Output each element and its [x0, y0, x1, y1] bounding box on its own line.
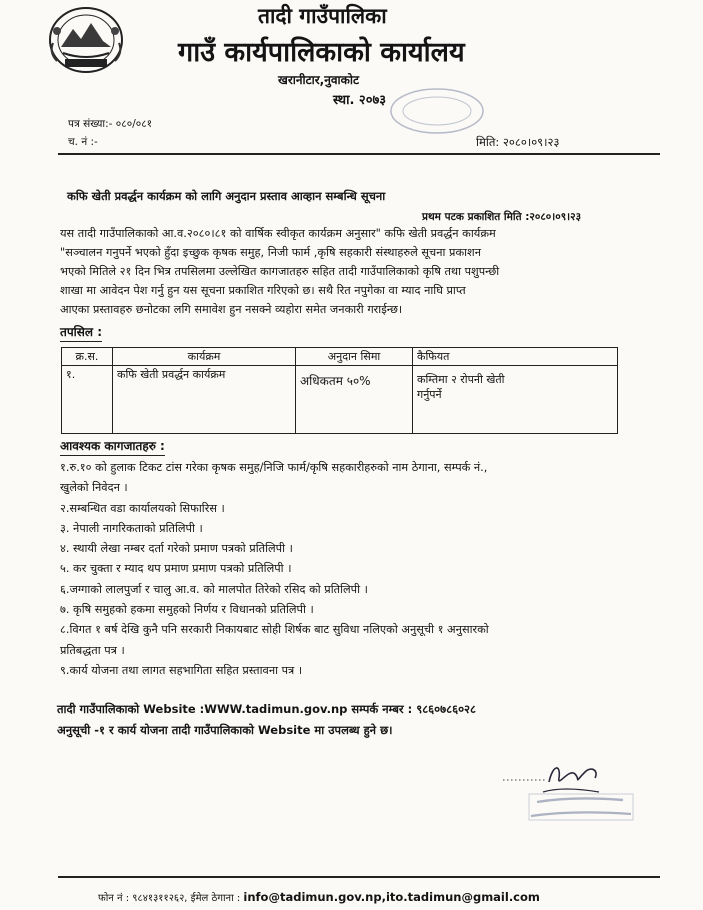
signature-stamp-icon	[503, 762, 643, 824]
list-item: ६.जग्गाको लालपुर्जा र चालु आ.व. को मालपोत तिरेको रसिद को प्रतिलिपी ।	[60, 582, 368, 596]
notice-body	[60, 224, 656, 319]
notice-body-line: "सञ्चालन गनुपर्ने भएको हुँदा इच्छुक कृषक समुह, निजी फार्म ,कृषि सहकारी संस्थाहरुले सूचना प्रकाशन	[60, 246, 481, 259]
notice-subject: कफि खेती प्रवर्द्धन कार्यक्रम को लागि अनुदान प्रस्ताव आव्हान सम्बन्धि सूचना	[67, 189, 386, 203]
details-heading: तपसिल :	[60, 323, 102, 342]
cell-sn: १.	[62, 366, 113, 434]
notice-body-line: शाखा मा आवेदन पेश गर्नु हुन यस सूचना प्रकाशित गरिएको छ। सथै रित नपुगेका वा म्याद नाघि प्राप्त	[60, 284, 466, 297]
office-address: खरानीटार,नुवाकोट	[278, 73, 360, 87]
header-divider	[58, 153, 660, 155]
table-row	[62, 366, 618, 434]
list-item: १.रु.१० को हुलाक टिकट टांस गरेका कृषक समुह/निजि फार्म/कृषि सहकारीहरुको नाम ठेगाना, सम्पर्क नं.,	[60, 461, 488, 474]
footer-divider	[58, 876, 660, 878]
letter-number: पत्र संख्या:- ०८०/०८१	[68, 118, 153, 130]
schedule-availability-line: अनुसूची -१ र कार्य योजना तादी गाउँपालिकाको Website मा उपलब्ध हुने छ।	[57, 723, 393, 737]
column-header-remark: कैफियत	[413, 348, 618, 366]
list-item: प्रतिबद्धता पत्र ।	[60, 643, 125, 657]
list-item: ७. कृषि समुहको हकमा समुहको निर्णय र विधानको प्रतिलिपी ।	[60, 603, 314, 617]
documents-heading: आवश्यक कागजातहरु :	[60, 437, 165, 456]
website-contact-line: तादी गाउँपालिकाको Website :WWW.tadimun.gov.np सम्पर्क नम्बर : ९८६०७८६०२८	[57, 702, 477, 716]
table-header-row	[62, 348, 618, 366]
org-name: तादी गाउँपालिका	[258, 4, 387, 28]
list-item: खुलेको निवेदन ।	[60, 481, 128, 495]
notice-body-line: आएका प्रस्तावहरु छनोटका लगि समावेश हुन नसक्ने व्यहोरा समेत जनकारी गराईन्छ।	[60, 303, 403, 316]
cell-program: कफि खेती प्रवर्द्धन कार्यक्रम	[113, 366, 296, 434]
municipality-emblem-icon	[45, 3, 127, 77]
remark-line: कम्तिमा २ रोपनी खेती	[417, 373, 505, 386]
footer-email: info@tadimun.gov.np,ito.tadimun@gmail.com	[243, 890, 540, 904]
established-year: स्था. २०७३	[333, 93, 386, 108]
list-item: ५. कर चुक्ता र म्याद थप प्रमाण प्रमाण पत्रको प्रतिलिपी ।	[60, 562, 292, 576]
column-header-limit: अनुदान सिमा	[296, 348, 413, 366]
cell-limit: अधिकतम ५०%	[296, 366, 413, 434]
list-item: ४. स्थायी लेखा नम्बर दर्ता गरेको प्रमाण पत्रको प्रतिलिपी ।	[60, 542, 293, 556]
notice-body-line: भएको मितिले २१ दिन भित्र तपसिलमा उल्लेखित कागजातहरु सहित तादी गाउँपालिकाको कृषि तथा पशुपन्छी	[60, 265, 500, 278]
letter-date: मिति: २०८०।०९।२३	[476, 135, 560, 149]
list-item: ९.कार्य योजना तथा लागत सहभागिता सहित प्रस्तावना पत्र ।	[60, 663, 303, 677]
notice-body-line: यस तादी गाउँपालिकाको आ.व.२०८०।८१ को वार्षिक स्वीकृत कार्यक्रम अनुसार" कफि खेती प्रवर्द्धन कार्यक्रम	[60, 227, 496, 240]
dispatch-number: च. नं :-	[68, 136, 98, 148]
first-published-date: प्रथम पटक प्रकाशित मिति :२०८०।०९।२३	[422, 211, 582, 223]
footer-contact	[98, 890, 540, 904]
details-table	[61, 347, 618, 434]
column-header-program: कार्यक्रम	[113, 348, 296, 366]
documents-list	[60, 458, 489, 681]
office-title: गाउँ कार्यपालिकाको कार्यालय	[178, 37, 465, 68]
office-stamp-icon	[388, 86, 486, 136]
list-item: २.सम्बन्धित वडा कार्यालयको सिफारिस ।	[60, 501, 225, 515]
cell-remark	[413, 366, 618, 434]
remark-line: गर्नुपर्ने	[417, 388, 442, 401]
list-item: ३. नेपाली नागरिकताको प्रतिलिपी ।	[60, 521, 203, 535]
list-item: ८.विगत १ बर्ष देखि कुनै पनि सरकारी निकायबाट सोही शिर्षक बाट सुविधा नलिएको अनुसूची १ अनुसारको	[60, 623, 489, 637]
column-header-sn: क्र.स.	[62, 348, 113, 366]
footer-phone-label: फोन नं : ९८४१३११२६२, ईमेल ठेगाना :	[98, 893, 241, 904]
